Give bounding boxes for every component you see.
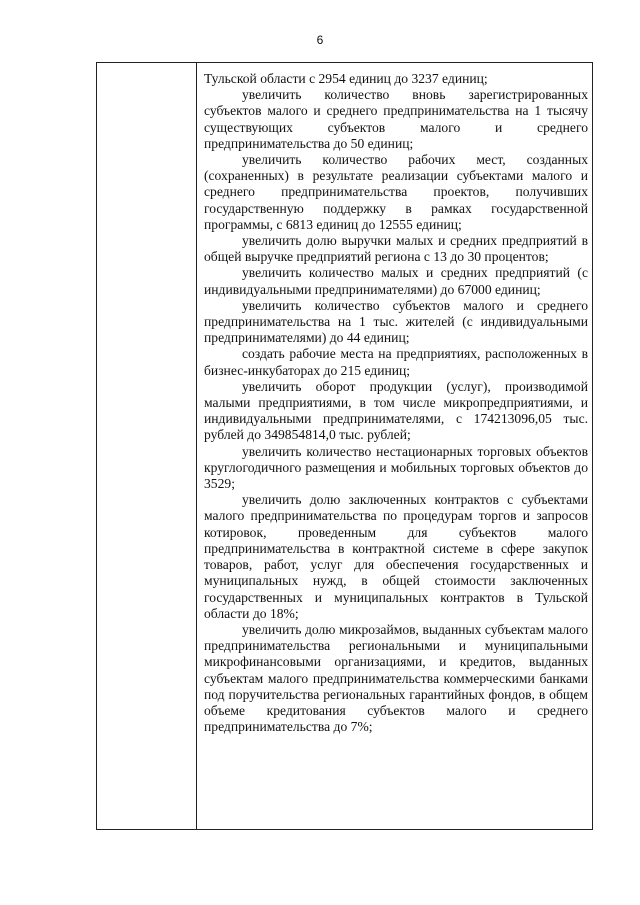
paragraph-revenue-share: увеличить долю выручки малых и средних предприятий в общей выручке предприятий региона с 13 до 30 процентов; xyxy=(204,233,588,265)
paragraph-continuation: Тульской области с 2954 единиц до 3237 единиц; xyxy=(204,71,488,86)
paragraph-contracts: увеличить долю заключенных контрактов с субъектами малого предпринимательства по процедурам торгов и запросов котировок, проведенным для субъектов малого предпринимательства в контрактной системе в сфере закупок товаров, работ, услуг для обеспечения государственных и муниципальных нужд, в общей стоимости заключенных государственных и муниципальных контрактов в Тульской области до 18%; xyxy=(204,492,588,621)
paragraph-turnover: увеличить оборот продукции (услуг), производимой малыми предприятиями, в том числе микропредприятиями, и индивидуальными предпринимателями, с 174213096,05 тыс. рублей до 349854814,0 тыс. рублей; xyxy=(204,378,588,443)
page-number: 6 xyxy=(316,33,324,47)
paragraph-retail-objects: увеличить количество нестационарных торговых объектов круглогодичного размещения и мобильных торговых объектов до 3529; xyxy=(204,443,588,492)
paragraph-enterprise-count: увеличить количество малых и средних предприятий (с индивидуальными предпринимателями) до 67000 единиц; xyxy=(204,265,588,297)
paragraph-incubators: создать рабочие места на предприятиях, расположенных в бизнес-инкубаторах до 215 единиц; xyxy=(204,346,588,378)
paragraph-microloans: увеличить долю микрозаймов, выданных субъектам малого предпринимательства региональными и муниципальными микрофинансовыми организациями, и кредитов, выданных субъектам малого предпринимательства коммерческими банками под поручительства региональных гарантийных фондов, в общем объеме кредитования субъектов малого и среднего предпринимательства до 7%; xyxy=(204,621,588,735)
paragraph-new-businesses: увеличить количество вновь зарегистрированных субъектов малого и среднего предпринимательства на 1 тысячу существующих субъектов малого и среднего предпринимательства до 50 единиц; xyxy=(204,87,588,151)
paragraph-per-capita: увеличить количество субъектов малого и среднего предпринимательства на 1 тыс. жителей (с индивидуальными предпринимателями) до 44 единиц; xyxy=(204,297,588,346)
text-cell xyxy=(204,71,588,735)
content-table xyxy=(96,62,593,830)
column-divider xyxy=(196,63,197,829)
paragraph-jobs: увеличить количество рабочих мест, созданных (сохраненных) в результате реализации субъектами малого и среднего предпринимательства проектов, получивших государственную поддержку в рамках государственной программы, с 6813 единиц до 12555 единиц; xyxy=(204,152,588,232)
